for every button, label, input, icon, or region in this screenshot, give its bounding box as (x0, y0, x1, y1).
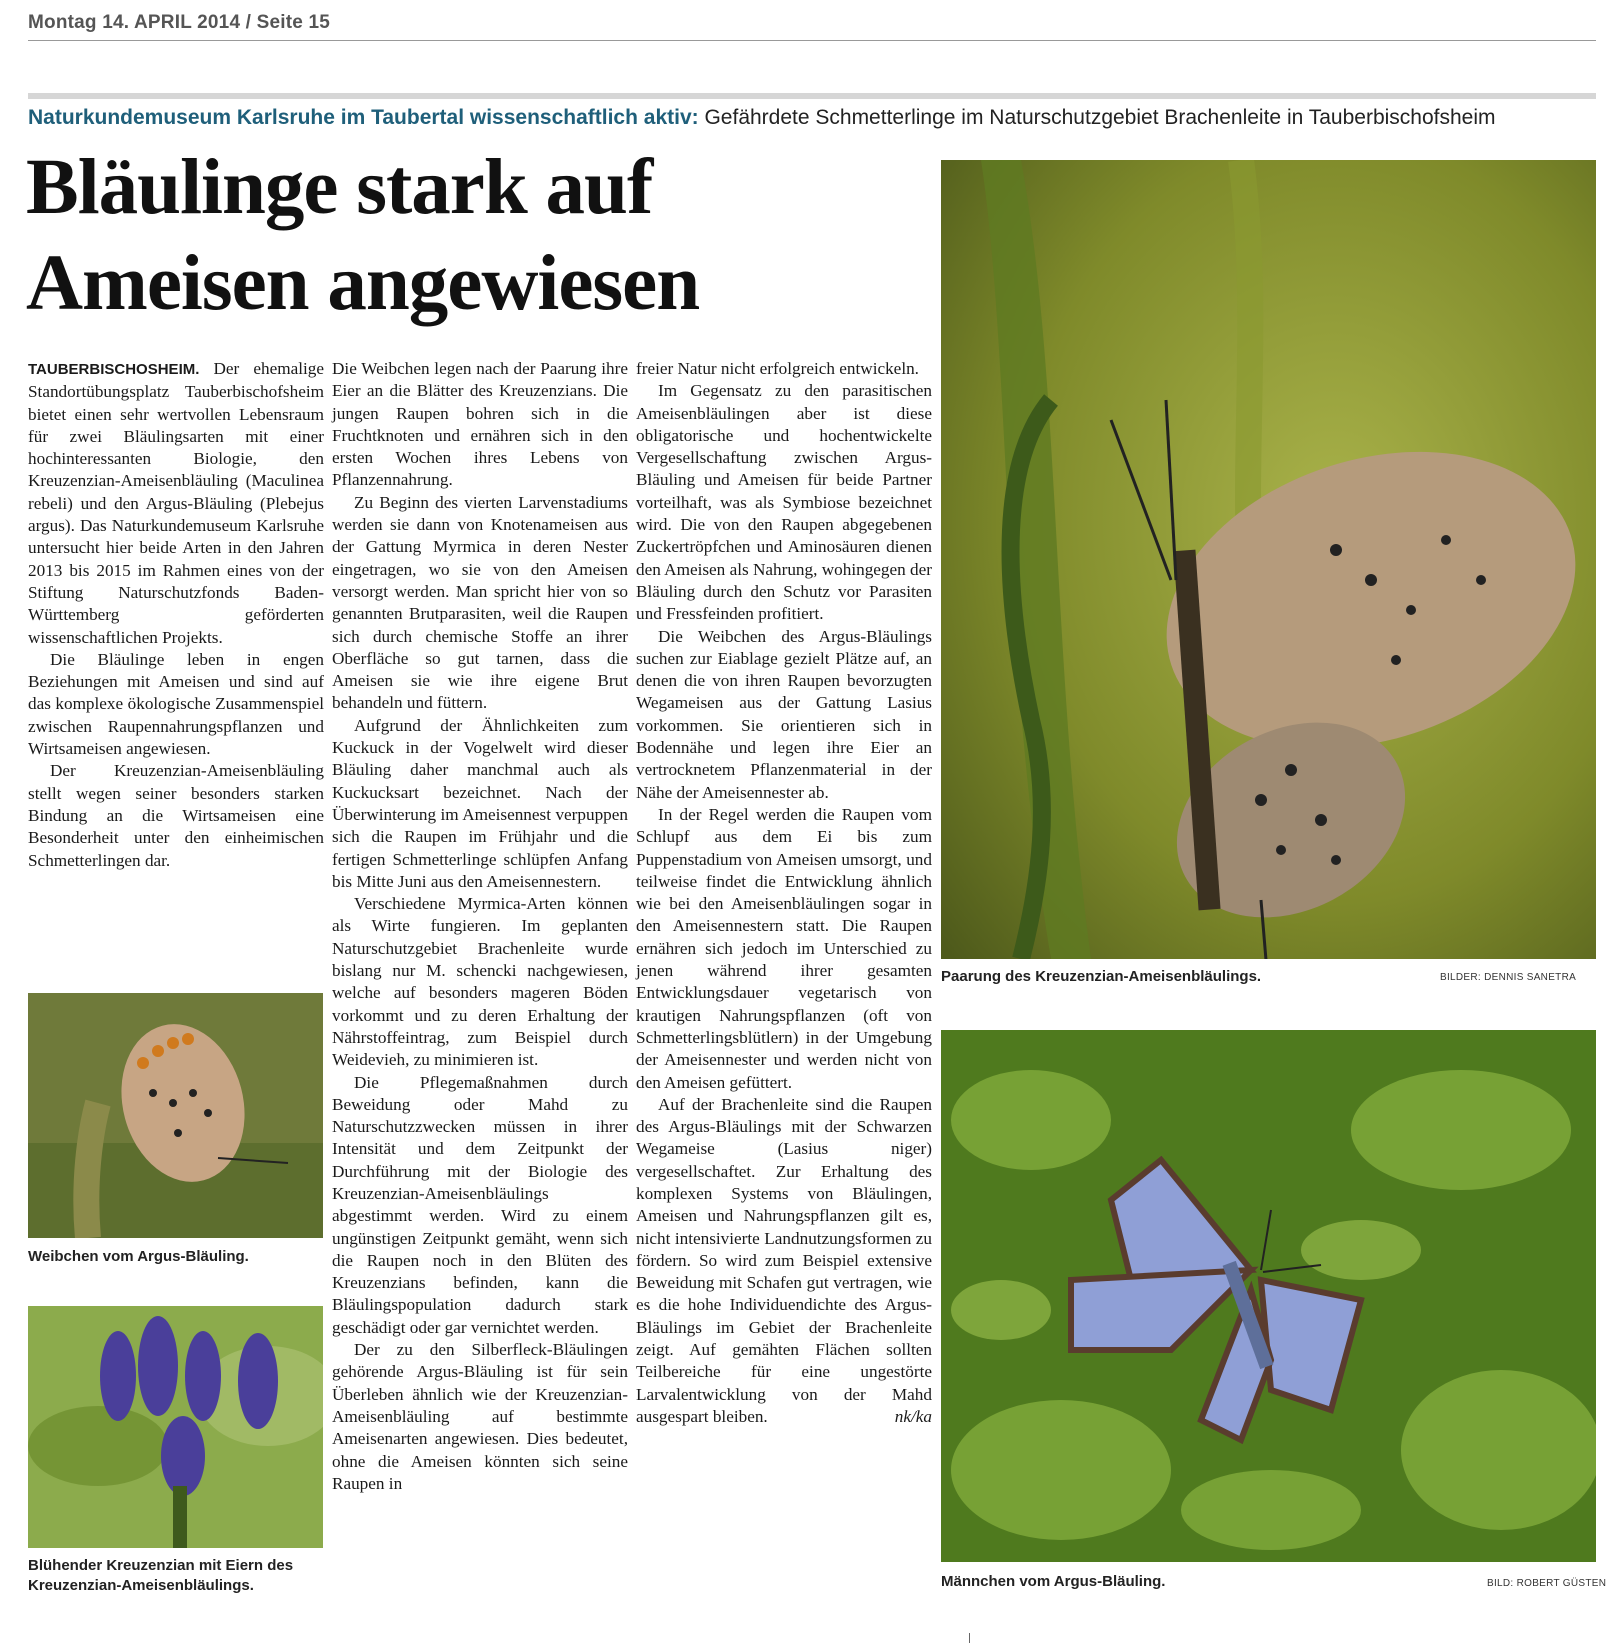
article-column-2 (332, 358, 628, 1495)
photo-male-argus (941, 1030, 1596, 1562)
paragraph: Die Pflegemaßnahmen durch Beweidung oder Mahd zu Naturschutzzwecken müssen in ihrer Intensität und dem Zeitpunkt der Durchführung mit der Biologie des Kreuzenzian-Ameisenbläulings abgestimmt werden. Wird zu einem ungünstigen Zeitpunkt gemäht, wenn sich die Raupen noch in den Blüten des Kreuzenzians befinden, kann die Bläulingspopulation dadurch stark geschädigt oder gar vernichtet werden. (332, 1072, 628, 1337)
photo-mating-butterflies (941, 160, 1596, 959)
dateline: Montag 14. APRIL 2014 / Seite 15 (28, 12, 331, 33)
mating-butterflies-image (941, 160, 1596, 959)
paragraph: Verschiedene Myrmica-Arten können als Wirte fungieren. Im geplanten Naturschutzgebiet Brachenleite wurde bislang nur M. schencki nachgewiesen, welche auf besonders mageren Böden vorkommt und zu deren Erhaltung der Nährstoffeintrag, zum Beispiel durch Weidevieh, zu minimieren ist. (332, 894, 628, 1070)
place-name: TAUBERBISCHOSHEIM. (28, 361, 200, 378)
paragraph: Aufgrund der Ähnlichkeiten zum Kuckuck in der Vogelwelt wird dieser Bläuling daher manchmal auch als Kuckucksart bezeichnet. Nach der Überwinterung im Ameisennest verpuppen sich die Raupen im Frühjahr und die fertigen Schmetterlinge schlüpfen Anfang bis Mitte Juni aus den Ameisennestern. (332, 715, 628, 891)
paragraph: In der Regel werden die Raupen vom Schlupf aus dem Ei bis zum Puppenstadium von Ameisen umsorgt, und teilweise findet die Entwicklung ähnlich wie bei den Ameisenbläulingen sogar in den Ameisennestern statt. Die Raupen ernähren sich jedoch im Unterschied zu jenen während ihrer gesamten Entwicklungsdauer vegetarisch von krautigen Nahrungspflanzen (oft von Schmetterlingsblütlern) in der Umgebung der Ameisennester und werden nicht von den Ameisen gefüttert. (636, 804, 932, 1092)
paragraph: Zu Beginn des vierten Larvenstadiums werden sie dann von Knotenameisen aus der Gattung Myrmica in deren Nester eingetragen, wo sie von den Ameisen versorgt werden. Man spricht hier von so genannten Brutparasiten, weil die Raupen sich durch chemische Stoffe an ihrer Oberfläche so gut tarnen, dass die Ameisen sie wie ihre eigene Brut behandeln und füttern. (332, 492, 628, 713)
kicker-text: Gefährdete Schmetterlinge im Naturschutzgebiet Brachenleite in Tauberbischofsheim (698, 106, 1496, 129)
paragraph: Im Gegensatz zu den parasitischen Ameisenbläulingen aber ist diese obligatorische und hochentwickelte Vergesellschaftung zwischen Argus-Bläuling und Ameisen für beide Partner vorteilhaft, was als Symbiose bezeichnet wird. Die von den Raupen abgegebenen Zuckertröpfchen und Aminosäuren dienen den Ameisen als Nahrung, wohingegen der Bläuling durch den Schutz vor Parasiten und Fressfeinden profitiert. (636, 381, 932, 624)
paragraph (28, 358, 324, 649)
headline (26, 140, 946, 332)
credit-male: BILD: ROBERT GÜSTEN (1487, 1578, 1607, 1589)
caption-gentian: Blühender Kreuzenzian mit Eiern des Kreuzenzian-Ameisenbläulings. (28, 1557, 294, 1594)
kicker-accent: Naturkundemuseum Karlsruhe im Taubertal wissenschaftlich aktiv: (28, 106, 699, 129)
gentian-image (28, 1306, 323, 1548)
section-bar (28, 93, 1596, 99)
caption-male: Männchen vom Argus-Bläuling. (941, 1573, 1166, 1590)
paragraph: Die Bläulinge leben in engen Beziehungen mit Ameisen und sind auf das komplexe ökologische Zusammenspiel zwischen Raupennahrungspflanzen und Wirtsameisen angewiesen. (28, 649, 324, 759)
photo-gentian (28, 1306, 323, 1548)
paragraph: freier Natur nicht erfolgreich entwickeln. (636, 359, 919, 378)
kicker (28, 106, 1496, 130)
caption-female: Weibchen vom Argus-Bläuling. (28, 1248, 249, 1265)
male-argus-image (941, 1030, 1596, 1562)
article-column-1 (28, 358, 324, 872)
paragraph-text: Der ehemalige Standortübungsplatz Tauberbischofsheim bietet einen sehr wertvollen Lebensraum für zwei Bläulingsarten mit einer hochinteressanten Biologie, den Kreuzenzian-Ameisenbläuling (Maculinea rebeli) und den Argus-Bläuling (Plebejus argus). Das Naturkundemuseum Karlsruhe untersucht hier beide Arten in den Jahren 2013 bis 2015 im Rahmen eines von der Stiftung Naturschutzfonds Baden-Württemberg geförderten wissenschaftlichen Projekts. (28, 359, 324, 647)
female-argus-image (28, 993, 323, 1238)
paragraph-text: Auf der Brachenleite sind die Raupen des Argus-Bläulings mit der Schwarzen Wegameise (Lasius niger) vergesellschaftet. Zur Erhaltung des komplexen Systems von Bläulingen, Ameisen und Nahrungspflanzen gilt es, nicht intensivierte Landnutzungsformen zu fördern. So wird zum Beispiel extensive Beweidung mit Schafen gut vertragen, wie es die hohe Individuendichte des Argus-Bläulings im Gebiet der Brachenleite zeigt. Auf gemähten Flächen sollten Teilbereiche für eine ungestörte Larvalentwicklung von der Mahd ausgespart bleiben. (636, 1094, 932, 1426)
author-signature: nk/ka (894, 1406, 932, 1426)
fold-mark (969, 1633, 970, 1643)
paragraph: Die Weibchen des Argus-Bläulings suchen zur Eiablage gezielt Plätze auf, an denen die von ihren Raupen bevorzugten Wegameisen aus der Gattung Lasius vorkommen. Sie orientieren sich in Bodennähe und legen ihre Eier an vertrocknetem Pflanzenmaterial in der Nähe der Ameisennester ab. (636, 626, 932, 802)
headline-line-2: Ameisen angewiesen (26, 240, 700, 327)
header-rule (28, 40, 1596, 41)
article-column-3 (636, 358, 932, 1428)
credit-mating: BILDER: DENNIS SANETRA (1440, 972, 1577, 983)
paragraph (636, 1094, 932, 1428)
caption-mating: Paarung des Kreuzenzian-Ameisenbläulings. (941, 968, 1262, 985)
headline-line-1: Bläulinge stark auf (26, 144, 653, 231)
paragraph: Der zu den Silberfleck-Bläulingen gehörende Argus-Bläuling ist für sein Überleben ähnlich wie der Kreuzenzian-Ameisenbläuling auf bestimmte Ameisenarten angewiesen. Dies bedeutet, ohne die Ameisen könnten sich seine Raupen in (332, 1340, 628, 1493)
photo-female-argus (28, 993, 323, 1238)
paragraph: Der Kreuzenzian-Ameisenbläuling stellt wegen seiner besonders starken Bindung an die Wirtsameisen eine Besonderheit unter den einheimischen Schmetterlingen dar. (28, 761, 324, 870)
paragraph: Die Weibchen legen nach der Paarung ihre Eier an die Blätter des Kreuzenzians. Die jungen Raupen bohren sich in die Fruchtknoten und ernähren sich in den ersten Wochen ihres Lebens von Pflanzennahrung. (332, 359, 628, 490)
